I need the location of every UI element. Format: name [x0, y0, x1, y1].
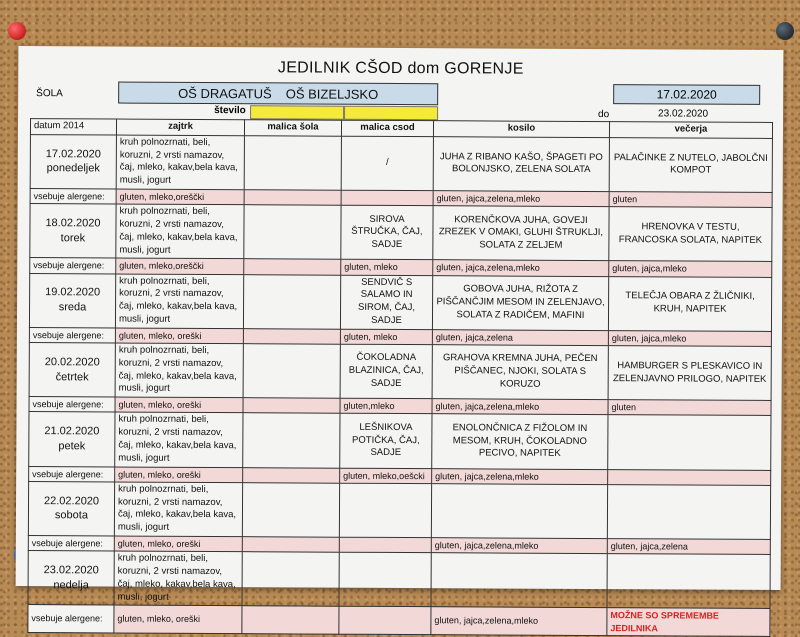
day-name: četrtek: [55, 370, 89, 383]
day-date: 17.02.2020: [45, 147, 101, 161]
zajtrk-header: zajtrk: [116, 119, 244, 135]
allergen-malica-csod: gluten, mleko: [340, 329, 432, 345]
allergen-kosilo: gluten, jajca,zelena,mleko: [432, 399, 608, 415]
kosilo-cell: JUHA Z RIBANO KAŠO, ŠPAGETI PO BOLONJSKO, ZELENA SOLATA: [433, 136, 609, 191]
count-field-csod: [344, 106, 438, 120]
kosilo-header: kosilo: [433, 121, 609, 138]
allergen-malica-sola: [242, 537, 339, 553]
menu-table: [27, 118, 773, 637]
day-date: 20.02.2020: [44, 355, 100, 369]
allergen-malica-sola: [244, 190, 341, 206]
day-name: sreda: [58, 301, 87, 314]
menu-sheet: [16, 46, 784, 633]
allergen-label: vsebuje alergene:: [29, 466, 115, 482]
malica-csod-cell: [339, 483, 431, 538]
datum-header: datum 2014: [30, 119, 116, 135]
vecerja-cell: [607, 554, 770, 609]
kosilo-cell: GRAHOVA KREMNA JUHA, PEČEN PIŠČANEC, NJOKI, SOLATA S KORUZO: [432, 345, 608, 400]
zajtrk-cell: kruh polnozrnati, beli, koruzni, 2 vrsti namazov, čaj, mleko, kakav,bela kava, musli, jogurt: [114, 482, 242, 537]
day-date: 23.02.2020: [43, 564, 99, 577]
malica-csod-cell: SIROVA ŠTRUČKA, ČAJ, SADJE: [341, 205, 433, 260]
red-pushpin-icon: [8, 22, 26, 40]
allergen-malica-csod: [339, 607, 431, 635]
allergen-vecerja: gluten: [608, 400, 771, 416]
malica-sola-cell: [243, 413, 340, 468]
day-cell: [30, 134, 116, 189]
school-name: OŠ BIZELJSKO: [285, 85, 379, 102]
allergen-kosilo: gluten, jajca,zelena,mleko: [433, 191, 609, 207]
day-name: nedelja: [53, 578, 89, 592]
vecerja-header: večerja: [609, 122, 772, 139]
vecerja-cell: HRENOVKA V TESTU, FRANCOSKA SOLATA, NAPITEK: [609, 207, 772, 262]
kosilo-cell: ENOLONČNICA Z FIŽOLOM IN MESOM, KRUH, ČOKOLADNO PECIVO, NAPITEK: [432, 414, 608, 469]
vecerja-cell: TELEČJA OBARA Z ŽLIČNIKI, KRUH, NAPITEK: [608, 276, 771, 331]
zajtrk-cell: kruh polnozrnati, beli, koruzni, 2 vrsti namazov, čaj, mleko, kakav,bela kava, musli, jogurt: [116, 204, 244, 259]
malica-csod-cell: SENDVIČ S SALAMO IN SIROM, ČAJ, SADJE: [340, 275, 432, 330]
allergen-vecerja: [608, 469, 771, 485]
table-row: [29, 273, 771, 331]
day-date: 21.02.2020: [44, 425, 100, 438]
malica-csod-cell: [339, 552, 431, 607]
allergen-zajtrk: gluten, mleko, oreški: [114, 605, 242, 633]
allergen-malica-sola: [243, 467, 340, 483]
allergen-kosilo: gluten, jajca,zelena,mleko: [433, 260, 609, 276]
day-cell: [29, 273, 115, 328]
allergen-zajtrk: gluten, mleko,oreščki: [116, 258, 244, 274]
kosilo-cell: GOBOVA JUHA, RIŽOTA Z PIŠČANČJIM MESOM IN ZELENJAVO, SOLATA Z RADIČEM, MAFINI: [432, 275, 608, 330]
page-title: JEDILNIK CŠOD dom GORENJE: [277, 59, 524, 78]
kosilo-cell: [431, 483, 607, 538]
allergen-kosilo: gluten, jajca,zelena,mleko: [431, 607, 607, 635]
school-name: OŠ DRAGATUŠ: [178, 85, 272, 101]
day-name: ponedeljek: [46, 162, 100, 175]
allergen-label: vsebuje alergene:: [29, 327, 115, 343]
kosilo-cell: KORENČKOVA JUHA, GOVEJI ZREZEK V OMAKI, GLUHI ŠTRUKLJI, SOLATA Z ZELJEM: [433, 206, 609, 261]
date-to: 23.02.2020: [658, 108, 709, 120]
allergen-label: vsebuje alergene:: [30, 258, 116, 274]
allergen-label: vsebuje alergene:: [28, 536, 114, 552]
table-row: [30, 204, 772, 262]
day-name: sobota: [54, 509, 89, 522]
day-date: 22.02.2020: [43, 494, 100, 507]
table-row: [29, 343, 771, 401]
allergen-zajtrk: gluten, mleko, oreški: [114, 536, 242, 552]
malica-sola-cell: [242, 552, 339, 607]
day-cell: [28, 481, 114, 536]
day-date: 18.02.2020: [45, 217, 101, 230]
day-cell: [29, 343, 115, 398]
allergen-kosilo: gluten, jajca,zelena,mleko: [432, 468, 608, 484]
date-from: 17.02.2020: [613, 84, 760, 105]
malica-csod-cell: LEŠNIKOVA POTIČKA, ČAJ, SADJE: [340, 414, 432, 469]
allergen-vecerja: gluten, jajca,mleko: [608, 330, 771, 346]
zajtrk-cell: kruh polnozrnati, beli, koruzni, 2 vrsti namazov, čaj, mleko, kakav,bela kava, musli, jogurt: [115, 274, 243, 329]
allergen-label: vsebuje alergene:: [28, 605, 114, 633]
allergen-label: vsebuje alergene:: [29, 397, 115, 413]
allergen-malica-csod: [341, 190, 433, 206]
allergen-malica-csod: gluten, mleko,oešcki: [340, 468, 432, 484]
zajtrk-cell: kruh polnozrnati, beli, koruzni, 2 vrsti namazov, čaj, mleko, kakav,bela kava, musli, jogurt: [114, 551, 242, 606]
changes-note: MOŽNE SO SPREMEMBE JEDILNIKA: [607, 608, 770, 636]
day-cell: [28, 551, 114, 606]
malica-sola-cell: [244, 135, 341, 190]
allergen-malica-csod: [339, 537, 431, 553]
malica-sola-cell: [243, 344, 340, 399]
malica-csod-cell: /: [341, 136, 433, 191]
school-box: [118, 82, 438, 106]
allergen-kosilo: gluten, jajca,zelena,mleko: [431, 538, 607, 554]
allergen-malica-csod: gluten,mleko: [340, 398, 432, 414]
stevilo-label: število: [214, 105, 246, 117]
allergen-malica-sola: [244, 259, 341, 275]
allergen-kosilo: gluten, jajca,zelena: [432, 330, 608, 346]
malica-sola-cell: [244, 205, 341, 260]
table-row: [28, 551, 770, 609]
malica-sola-cell: [243, 274, 340, 329]
allergen-malica-sola: [242, 606, 339, 634]
zajtrk-cell: kruh polnozrnati, beli, koruzni, 2 vrsti namazov, čaj, mleko, kakav,bela kava, musli, jogurt: [115, 412, 243, 467]
malica-csod-header: malica csod: [341, 120, 433, 136]
sola-label: ŠOLA: [36, 88, 63, 100]
malica-sola-cell: [242, 482, 339, 537]
vecerja-cell: PALAČINKE Z NUTELO, JABOLČNI KOMPOT: [609, 137, 772, 192]
day-name: petek: [58, 440, 86, 453]
table-row: [29, 412, 771, 470]
malica-sola-header: malica šola: [244, 120, 341, 136]
count-field-sola: [250, 105, 344, 119]
malica-csod-cell: ČOKOLADNA BLAZINICA, ČAJ, SADJE: [340, 344, 432, 399]
allergen-malica-sola: [243, 398, 340, 414]
zajtrk-cell: kruh polnozrnati, beli, koruzni, 2 vrsti namazov, čaj, mleko, kakav,bela kava, musli, jogurt: [115, 343, 243, 398]
day-cell: [30, 204, 116, 259]
day-date: 19.02.2020: [45, 286, 101, 299]
allergen-label: vsebuje alergene:: [30, 189, 116, 205]
vecerja-cell: [607, 484, 770, 539]
allergen-malica-sola: [243, 329, 340, 345]
do-label: do: [598, 109, 610, 121]
dark-pushpin-icon: [776, 22, 794, 40]
allergen-zajtrk: gluten, mleko, oreški: [115, 467, 243, 483]
day-cell: [29, 412, 115, 467]
allergen-vecerja: gluten: [609, 192, 772, 208]
vecerja-cell: [608, 415, 771, 470]
day-name: torek: [60, 232, 86, 245]
allergen-vecerja: gluten, jajca,zelena: [607, 539, 770, 555]
table-row: [30, 134, 772, 192]
zajtrk-cell: kruh polnozrnati, beli, koruzni, 2 vrsti namazov, čaj, mleko, kakav,bela kava, musli, jogurt: [116, 135, 244, 190]
allergen-row: [28, 605, 770, 636]
allergen-zajtrk: gluten, mleko, oreški: [115, 328, 243, 344]
allergen-zajtrk: gluten, mleko,oreščki: [116, 189, 244, 205]
allergen-zajtrk: gluten, mleko, oreški: [115, 397, 243, 413]
allergen-malica-csod: gluten, mleko: [341, 260, 433, 276]
table-row: [28, 481, 770, 539]
allergen-vecerja: gluten, jajca,mleko: [609, 261, 772, 277]
vecerja-cell: HAMBURGER S PLESKAVICO IN ZELENJAVNO PRILOGO, NAPITEK: [608, 346, 771, 401]
